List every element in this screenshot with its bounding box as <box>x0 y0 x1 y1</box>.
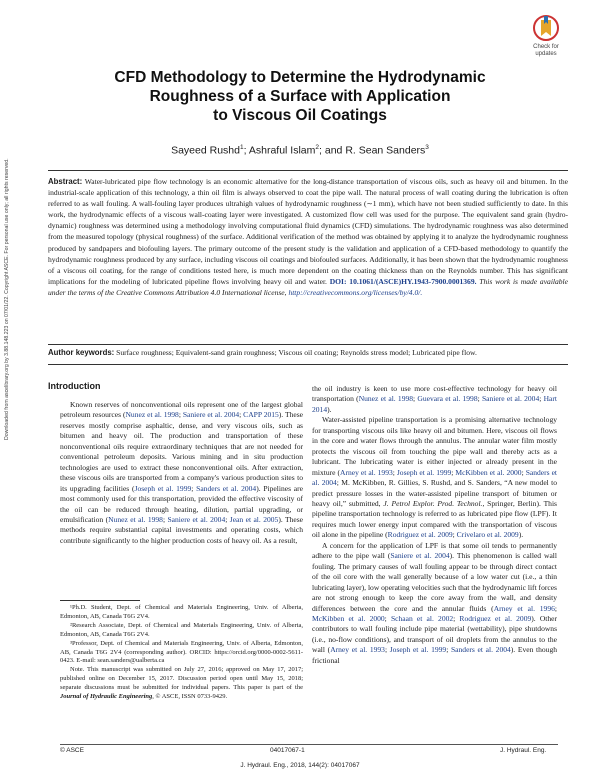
citation-link[interactable]: CAPP 2015 <box>243 410 279 420</box>
citation-link[interactable]: Nunez et al. 1998 <box>358 394 414 404</box>
author-name: Sayeed Rushd <box>171 144 240 157</box>
divider <box>48 344 568 345</box>
citation-link[interactable]: Arney et al. 1993 <box>330 645 385 655</box>
text-run: ). <box>518 530 524 540</box>
license-link[interactable]: http://creativecommons.org/licenses/by/4.0/. <box>288 287 423 297</box>
footer-divider <box>60 744 558 745</box>
author-affiliation-mark: 1 <box>239 144 244 151</box>
download-notice: Downloaded from ascelibrary.org by 3.88.148.223 on 07/01/22. Copyright ASCE. For personal use only; all rights reserved. <box>4 158 10 440</box>
text-run: ; <box>384 613 391 623</box>
paper-title <box>60 68 540 125</box>
manuscript-note <box>60 666 303 702</box>
bookmark-icon <box>532 14 560 44</box>
text-run: ). These methods require substantial capital investments and operating costs, which contribute significantly to the higher production costs of heavy oil. As a result, <box>60 514 304 545</box>
text-run: ; <box>446 645 451 655</box>
citation-link[interactable]: Hart 2014 <box>312 394 558 414</box>
text-run: ). Other contributors to wall fouling include pipe material (wettability), pipe shutdowns (i.e., no-flow conditions), and transport of oil droplets from the annulus to the wall ( <box>312 613 558 655</box>
citation-link[interactable]: Saniere et al. 2004 <box>390 551 450 561</box>
text-run: ; <box>239 410 244 420</box>
text-run: ; <box>225 514 230 524</box>
text-run: ; <box>521 467 526 477</box>
footer-citation: J. Hydraul. Eng., 2018, 144(2): 04017067 <box>240 762 360 769</box>
check-for-updates-badge[interactable] <box>526 14 566 66</box>
paragraph <box>312 384 557 415</box>
text-run: , Springer, Berlin). This pipeline transportation technology is referred to as lubricated pipe flow (LPF). It requires much lower energy input compared with the transportation of viscous oil alone in the pipeline ( <box>312 498 557 540</box>
text-run: ; <box>453 613 460 623</box>
section-heading-introduction: Introduction <box>48 381 101 391</box>
title-line-1: CFD Methodology to Determine the Hydrodynamic <box>114 69 486 86</box>
citation-link[interactable]: Rodriguez et al. 2009 <box>459 613 532 623</box>
divider <box>48 170 568 171</box>
text-run: ; <box>162 514 168 524</box>
text-run: Note. This manuscript was submitted on July 27, 2016; approved on May 17, 2017; published online on December 15, 2017. Discussion period open until May 15, 2018; separate discussions must be submitted for individual papers. This paper is part of the <box>60 666 303 692</box>
author-separator: ; <box>243 144 249 157</box>
citation-link[interactable]: Schaan et al. 2002 <box>390 613 454 623</box>
citation-link[interactable]: McKibben et al. 2000 <box>312 613 385 623</box>
citation-link[interactable]: Joseph et al. 1999 <box>134 483 192 493</box>
author-affiliation-mark: 3 <box>425 144 429 151</box>
text-run: ; <box>539 394 544 404</box>
introduction-text <box>60 400 303 546</box>
keywords-text: Surface roughness; Equivalent-sand grain roughness; Viscous oil coating; Reynolds stress model; Lubricated pipe flow. <box>114 348 477 357</box>
footnote-divider <box>60 600 140 601</box>
citation-link[interactable]: McKibben et al. 2000 <box>455 467 522 477</box>
footnote: ¹Ph.D. Student, Dept. of Chemical and Materials Engineering, Univ. of Alberta, Edmonton, AB, Canada T6G 2V4. <box>60 604 303 620</box>
license-text: This work is made available under the terms of the Creative Commons Attribution 4.0 International license, <box>48 276 569 297</box>
citation-link[interactable]: Saniere et al. 2004 <box>481 394 540 404</box>
citation-link[interactable]: Nunez et al. 1998 <box>108 514 163 524</box>
author-keywords <box>48 348 568 358</box>
citation-link[interactable]: Arney et al. 1996 <box>493 603 555 613</box>
text-run: the oil industry is keen to use more cost-effective technology for heavy oil transportation ( <box>312 384 557 404</box>
text-run: Water-assisted pipeline transportation is a promising alternative technology for transporting viscous oils like heavy oil and bitumen. Here, viscous oil flows in the core and water flows through the annulus. The annular water film mostly protects the viscous oil from touching the pipe wall and thereby acts as a lubricant. The lubricating water is either injected or already present in the mixture ( <box>312 415 557 477</box>
abstract-text: Water-lubricated pipe flow technology is an economic alternative for the long-distance transportation of viscous oils, such as heavy oil and bitumen. In the industrial-scale application of this technology, a thin oil film is always observed to coat the pipe wall. The natural process of wall coating during the lubrication is often referred to as wall fouling. A wall-fouling layer produces ultrahigh values of hydrodynamic roughness (∼1 mm), which have not been studied sufficiently to date. In this work, the hydrodynamic effects of a viscous wall-coating layer were investigated. A customized flow cell was used for the purpose. The equivalent sand grain (hydro-dynamic) roughness was determined using a methodology involving computational fluid dynamics (CFD) simulations. The hydrodynamic roughness was also determined from the measured topology (physical roughness) of the surface. Additional verification of the method was obtained by applying it to analyze the hydrodynamic roughness produced by sandpapers and biofouling layers. The primary outcome of the present study is the validation and application of a CFD-based methodology to quantify the hydrodynamic roughness produced by any surface, including viscous oil coatings and biofouled surfaces. Additionally, it has been shown that the hydrodynamic roughness of a viscous oil coating, for the range of conditions tested here, is much more dependent on the coating thickness than on the Reynolds number. This has significant implications for the modeling of lubricated pipeline flows involving heavy oil and water. <box>48 177 568 286</box>
footer-journal: J. Hydraul. Eng. <box>500 747 547 754</box>
citation-link[interactable]: Crivelaro et al. 2009 <box>456 530 519 540</box>
text-run: ; <box>178 410 183 420</box>
right-column-text <box>312 384 557 666</box>
citation-link[interactable]: Sanders et al. 2004 <box>196 483 257 493</box>
badge-line-2: updates <box>535 50 557 57</box>
title-line-2: Roughness of a Surface with Application <box>149 88 451 105</box>
text-run: ). Pipelines are most commonly used for this transportation, provided the effective viscosity of the oil can be reduced through heating, dilution, partial upgrading, or emulsification ( <box>60 483 304 524</box>
text-run: A concern for the application of LPF is that some oil tends to permanently adhere to the pipe wall ( <box>312 540 557 561</box>
text-run: ). <box>327 404 332 414</box>
keywords-label: Author keywords: <box>48 348 115 357</box>
title-line-3: to Viscous Oil Coatings <box>213 107 387 124</box>
text-run: ; <box>451 467 456 477</box>
divider <box>48 364 568 365</box>
citation-link[interactable]: Arney et al. 1993 <box>340 467 393 477</box>
text-run: ; <box>413 394 418 404</box>
text-run: ). This phenomenon is called wall fouling. The primary causes of wall fouling appear to be through direct contact of the oil core with the wall generally because of a low water cut (i.e., a thin lubricating layer), low operating velocities such that the hydrodynamic lift forces are not strong enough to keep the core away from the wall, and density differences between the core and the annular fluids ( <box>312 551 557 613</box>
badge-line-1: Check for <box>533 44 559 50</box>
paragraph <box>60 400 303 546</box>
paragraph <box>312 415 557 540</box>
citation-link[interactable]: Sanders et al. 2004 <box>450 645 511 655</box>
author-name: Ashraful Islam <box>248 144 316 157</box>
footnote: ²Research Associate, Dept. of Chemical and Materials Engineering, Univ. of Alberta, Edmonton, AB, Canada T6G 2V4. <box>60 621 303 638</box>
text-run: ; <box>477 394 482 404</box>
journal-name: Journal of Hydraulic Engineering <box>60 693 153 701</box>
paragraph <box>312 541 557 666</box>
citation-link[interactable]: Joseph et al. 1999 <box>389 645 447 655</box>
footnotes <box>60 604 303 702</box>
text-run: ; M. McKibben, R. Gillies, S. Rushd, and S. Sanders, “A new model to predict pressure losses in the water-assisted pipeline transport of bitumen or heavy oil,” submitted, <box>312 478 557 508</box>
text-run: Known reserves of nonconventional oils represent one of the largest global petroleum resources ( <box>60 400 303 420</box>
citation-link[interactable]: Rodriguez et al. 2009 <box>387 530 453 540</box>
footer-page-id: 04017067-1 <box>270 747 305 754</box>
text-run: ). Even though frictional <box>312 645 557 665</box>
footnote: ³Professor, Dept. of Chemical and Materials Engineering, Univ. of Alberta, Edmonton, AB, Canada T6G 2V4 (corresponding author). ORCID: https://orcid.org/0000-0002-5611-0423. E-mail: sean.sanders@ualberta.ca <box>60 639 303 665</box>
citation-link[interactable]: Saniere et al. 2004 <box>167 514 226 524</box>
text-run: ; <box>191 483 197 493</box>
abstract-label: Abstract: <box>48 177 83 186</box>
text-run: , © ASCE, ISSN 0733-9429. <box>152 693 228 701</box>
citation-link[interactable]: Nunez et al. 1998 <box>125 410 179 420</box>
citation-link[interactable]: Joseph et al. 1999 <box>396 467 452 477</box>
author-affiliation-mark: 2 <box>315 144 320 151</box>
doi-link[interactable]: DOI: 10.1061/(ASCE)HY.1943-7900.0001369. <box>329 276 477 286</box>
text-run: ; <box>554 603 557 613</box>
author-list <box>60 144 540 157</box>
abstract <box>48 176 568 298</box>
text-run: ; <box>392 467 397 477</box>
journal-title: J. Petrol Explor. Prod. Technol. <box>383 498 483 508</box>
author-name: R. Sean Sanders <box>345 144 426 157</box>
citation-link[interactable]: Saniere et al. 2004 <box>182 410 240 420</box>
citation-link[interactable]: Jean et al. 2005 <box>229 514 279 524</box>
footer-copyright: © ASCE <box>60 747 84 754</box>
text-run: ; <box>452 530 457 540</box>
citation-link[interactable]: Sanders et al. 2004 <box>312 467 558 488</box>
author-separator: ; and <box>319 144 346 157</box>
text-run: ). These reserves mostly comprise asphaltic, dense, and very viscous oils, such as bitumen and heavy oil. The production and transportation of these nonconventional oils require extraordinary techniques that are not needed for conventional petroleum deposits. Various mining and in situ production technologies are used to extract these nonconventional oils. After extraction, these viscous oils are transported from a company's various production sites to its upgrading facilities ( <box>60 410 304 493</box>
citation-link[interactable]: Guevara et al. 1998 <box>417 394 478 404</box>
text-run: ; <box>384 645 390 655</box>
